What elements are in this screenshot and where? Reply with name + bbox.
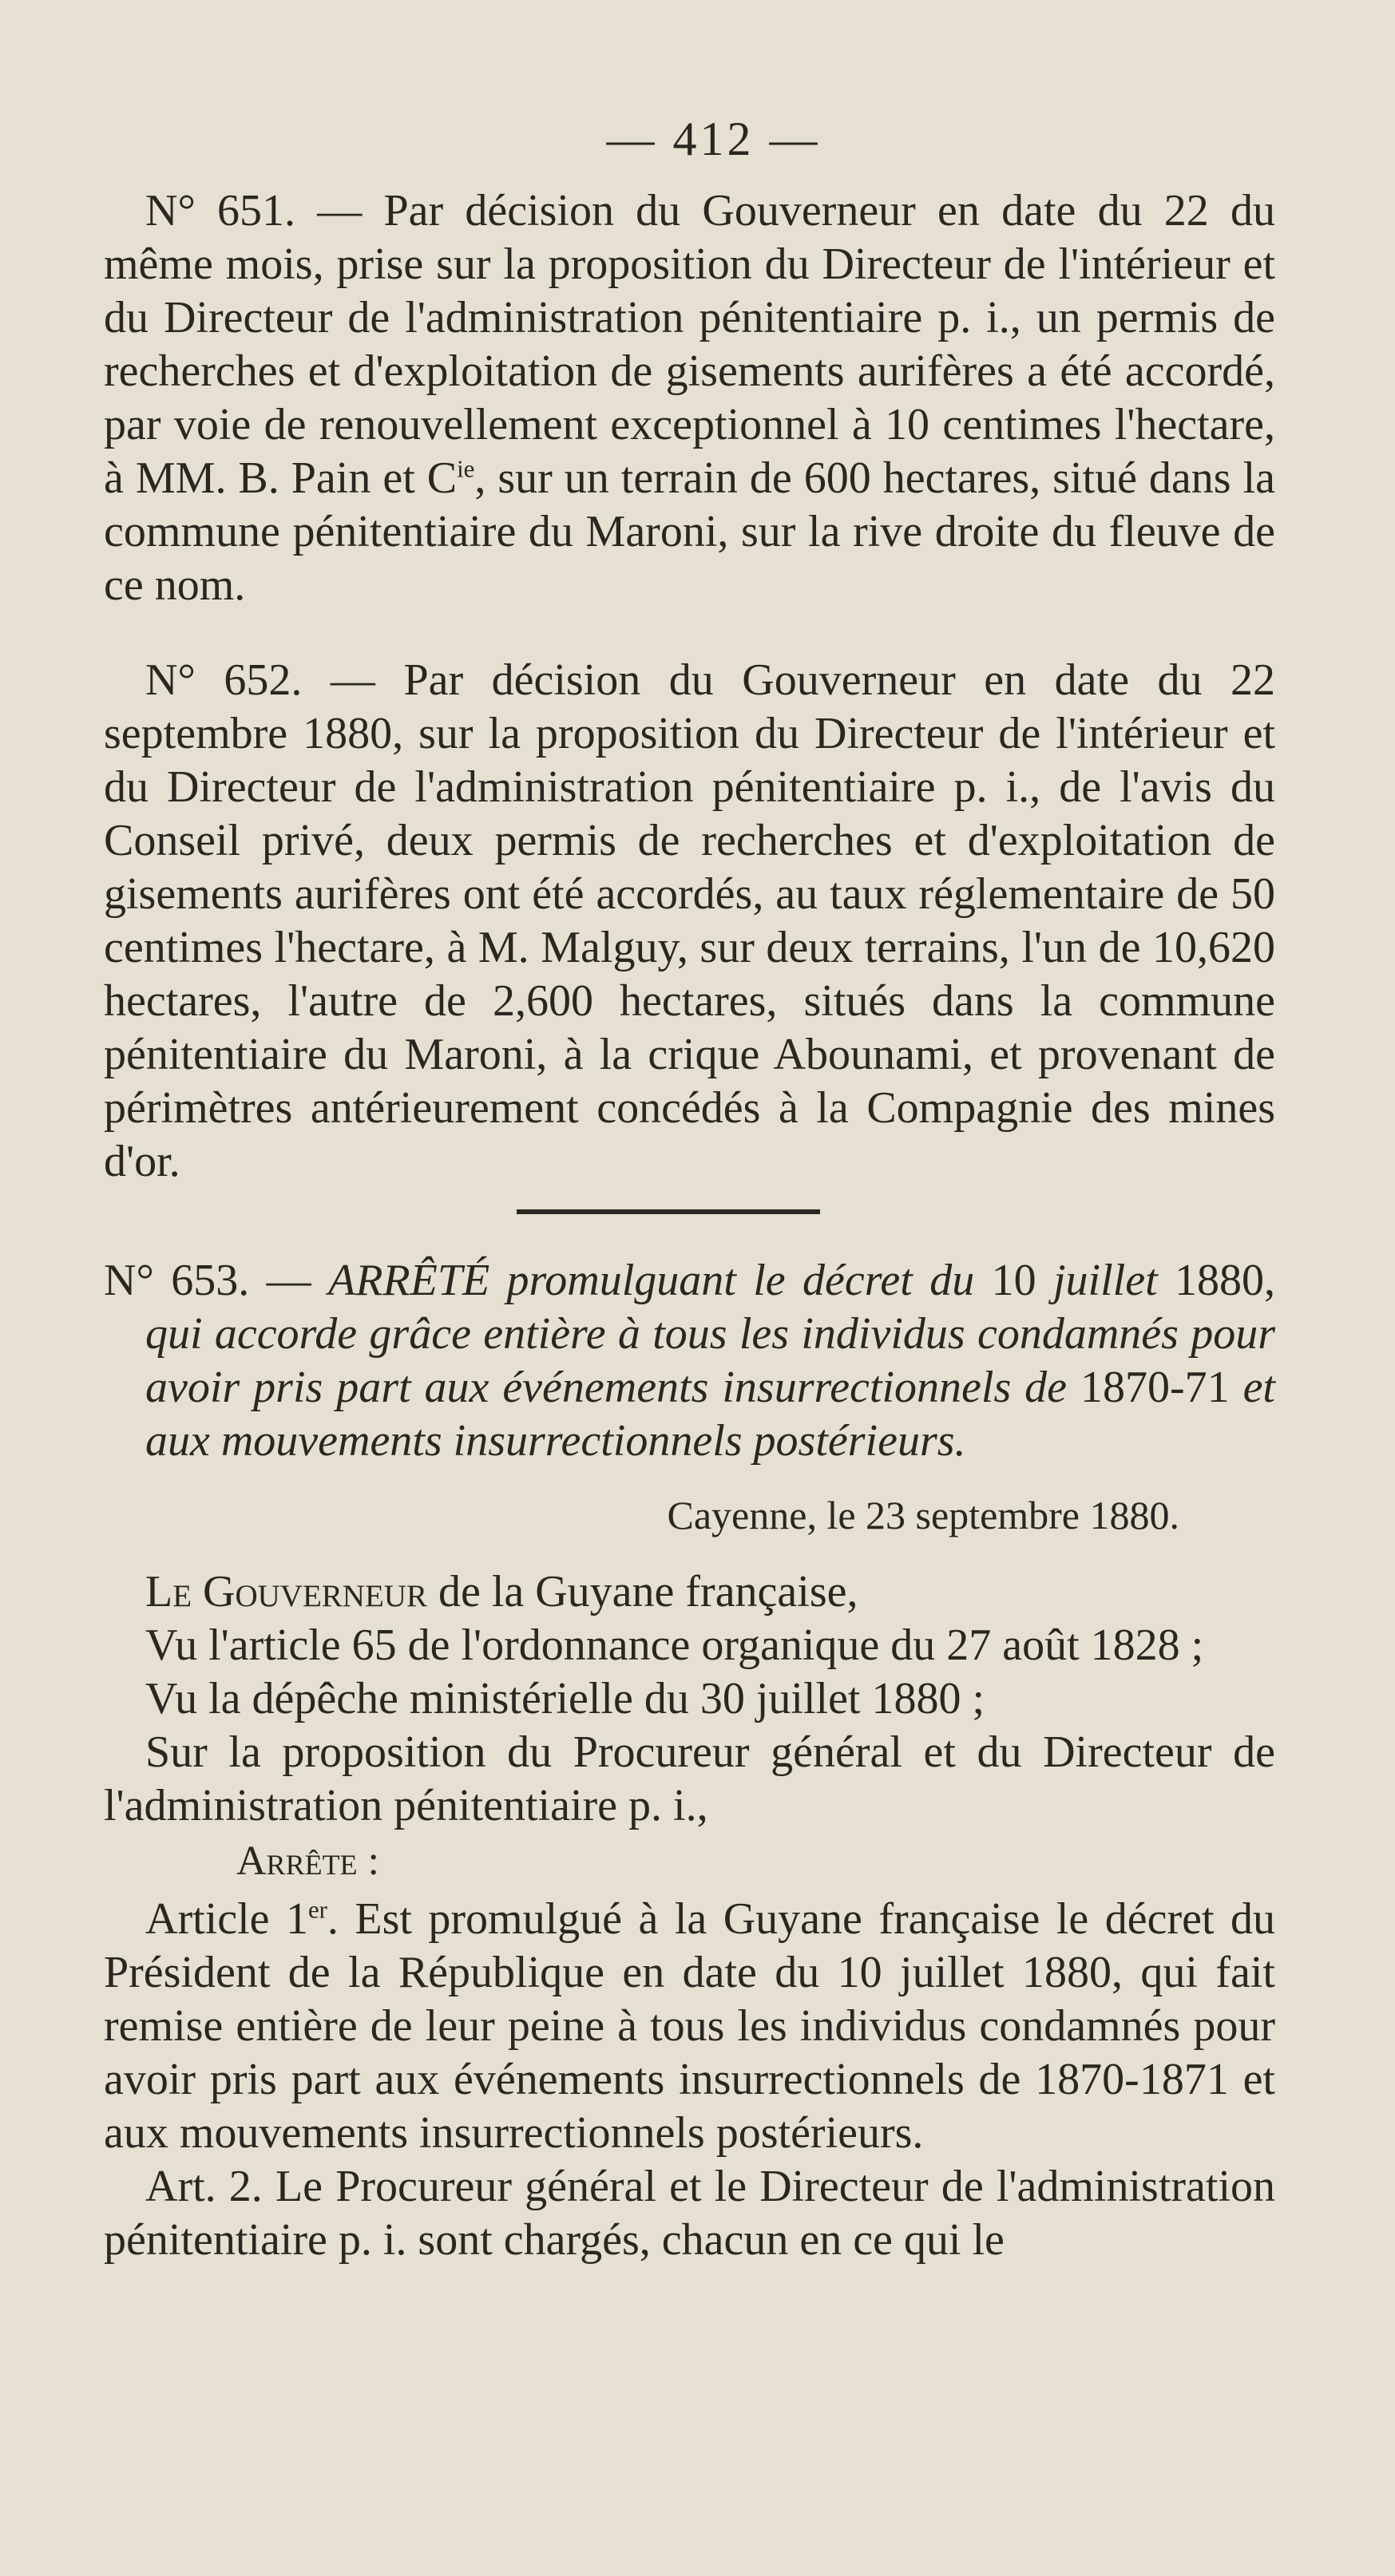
dateline: Cayenne, le 23 septembre 1880. <box>667 1493 1179 1537</box>
vu-depeche: Vu la dépêche ministérielle du 30 juillet 1880 ; <box>145 1674 985 1723</box>
arrete-heading: Arrête : <box>236 1838 379 1884</box>
vu-article: Vu l'article 65 de l'ordonnance organique du 27 août 1828 ; <box>145 1620 1204 1670</box>
entry-653-title-day: 10 <box>991 1256 1036 1305</box>
section-divider <box>517 1209 820 1214</box>
entry-653-title-part-4: et aux mouvements insurrectionnels postérieurs. <box>145 1363 1275 1466</box>
governor-line <box>104 1565 1275 1619</box>
sur-proposition: Sur la proposition du Procureur général et du Directeur de l'administration pénitentiaire p. i., <box>104 1727 1275 1830</box>
entry-651-sup: ie <box>457 455 475 483</box>
entry-653-title-years: 1870-71 <box>1080 1363 1230 1412</box>
article-1-sup: er <box>307 1896 327 1924</box>
entry-652-number: N° 652. <box>145 655 303 705</box>
article-1-label: Article 1 <box>145 1894 308 1944</box>
entry-653-title-dash: — <box>266 1256 328 1305</box>
entry-653-title <box>104 1254 1275 1468</box>
entry-653-title-year: 1880, <box>1175 1256 1276 1305</box>
entry-652 <box>104 654 1275 1189</box>
entry-651-text: — Par décision du Gouverneur en date du 22 du même mois, prise sur la proposition du Directeur de l'intérieur et du Directeur de l'administration pénitentiaire p. i., un permis de recherches et d'exploitation de gisements aurifères a été accordé, par voie de renouvellement exceptionnel à 10 centimes l'hectare, à MM. B. Pain et C <box>104 186 1276 503</box>
entry-653-number: N° 653. <box>104 1256 250 1305</box>
entry-652-text: — Par décision du Gouverneur en date du 22 septembre 1880, sur la proposition du Directeur de l'intérieur et du Directeur de l'administration pénitentiaire p. i., de l'avis du Conseil privé, deux permis de recherches et d'exploitation de gisements aurifères ont été accordés, au taux réglementaire de 50 centimes l'hectare, à M. Malguy, sur deux terrains, l'un de 10,620 hectares, l'autre de 2,600 hectares, situés dans la commune pénitentiaire du Maroni, à la crique Abounami, et provenant de périmètres antérieurement concédés à la Compagnie des mines d'or. <box>104 655 1275 1186</box>
article-1 <box>104 1893 1275 2160</box>
governor-title: Le Gouverneur <box>145 1567 427 1616</box>
page-number: — 412 — <box>606 113 821 165</box>
entry-653-title-part-3: qui accorde grâce entière à tous les individus condamnés pour avoir pris part aux événements insurrectionnels de <box>145 1309 1275 1412</box>
entry-653-title-part-1: ARRÊTÉ promulguant le décret du <box>328 1256 992 1305</box>
governor-rest: de la Guyane française, <box>426 1567 858 1616</box>
article-1-text: . Est promulgué à la Guyane française le décret du Président de la République en date du 10 juillet 1880, qui fait remise entière de leur peine à tous les individus condamnés pour avoir pris part aux événements insurrectionnels de 1870-1871 et aux mouvements insurrectionnels postérieurs. <box>104 1894 1275 2158</box>
article-2: Art. 2. Le Procureur général et le Directeur de l'administration pénitentiaire p. i. sont chargés, chacun en ce qui le <box>104 2162 1275 2265</box>
entry-651 <box>104 184 1275 612</box>
entry-651-text-after: , sur un terrain de 600 hectares, situé dans la commune pénitentiaire du Maroni, sur la rive droite du fleuve de ce nom. <box>104 453 1275 610</box>
entry-651-number: N° 651. <box>145 186 296 235</box>
entry-653-title-part-2: juillet <box>1036 1256 1175 1305</box>
